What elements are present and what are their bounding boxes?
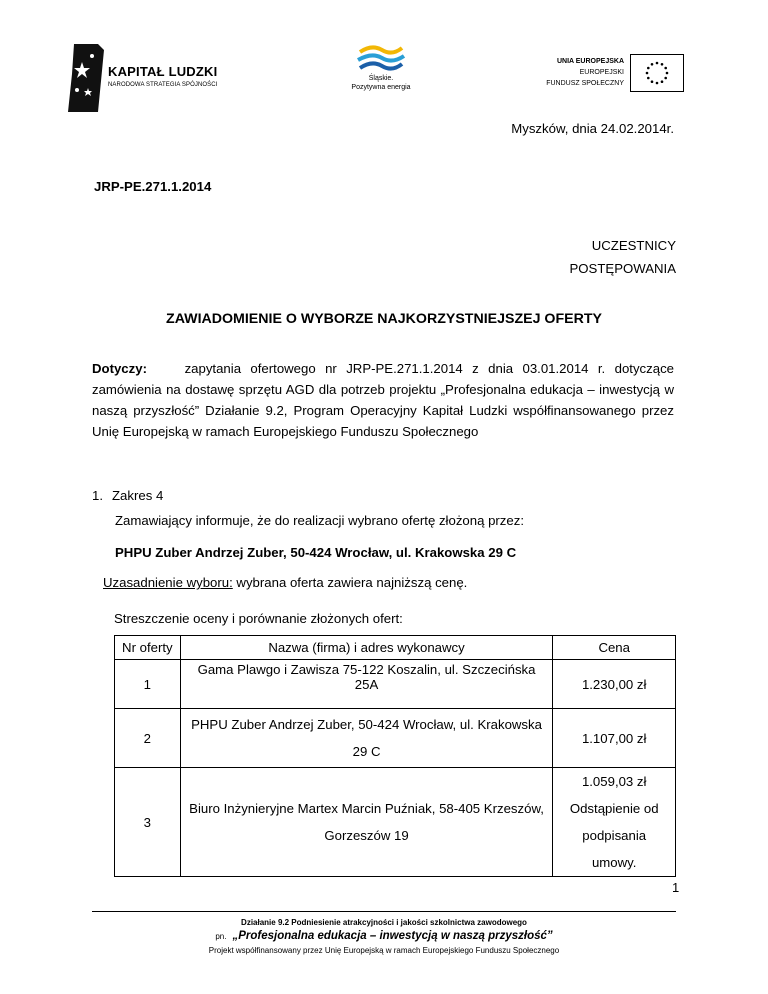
- page-number: 1: [672, 880, 680, 895]
- kapital-ludzki-title: KAPITAŁ LUDZKI: [108, 64, 218, 79]
- offer-price-line3: podpisania: [582, 828, 647, 843]
- offer-name: [180, 709, 553, 768]
- kapital-ludzki-logo: [68, 44, 238, 112]
- document-title: ZAWIADOMIENIE O WYBORZE NAJKORZYSTNIEJSZEJ OFERTY: [166, 311, 602, 327]
- offer-nr: 3: [115, 768, 181, 877]
- slaskie-name: Śląskie.: [368, 75, 394, 82]
- recipient-line2: POSTĘPOWANIA: [569, 261, 676, 276]
- eu-line3: FUNDUSZ SPOŁECZNY: [546, 80, 624, 87]
- offer-price: 1.107,00 zł: [553, 709, 676, 768]
- concern-text: zapytania ofertowego nr JRP-PE.271.1.2014 z dnia 03.01.2014 r. dotyczące zamówienia na dostawę sprzętu AGD dla potrzeb projektu „Profesjonalna edukacja – inwestycją w naszą przyszłość” Działanie 9.2, Program Operacyjny Kapitał Ludzki współfinansowanego przez Unię Europejską w ramach Europejskiego Funduszu Społecznego: [92, 361, 674, 439]
- table-header-row: [115, 636, 676, 660]
- offer-name-line2: 29 C: [352, 744, 381, 759]
- offers-table: [114, 635, 676, 877]
- kapital-ludzki-subtitle: NARODOWA STRATEGIA SPÓJNOŚCI: [108, 82, 218, 88]
- concern-label: Dotyczy:: [92, 361, 147, 376]
- offer-name-line1: Biuro Inżynieryjne Martex Marcin Puźniak, 58-405 Krzeszów,: [189, 801, 544, 816]
- section-heading: [92, 485, 163, 506]
- place-date: Myszków, dnia 24.02.2014r.: [511, 121, 674, 136]
- recipient-line1: UCZESTNICY: [591, 238, 676, 253]
- justification-label: Uzasadnienie wyboru:: [103, 575, 233, 590]
- footer-prefix: pn.: [215, 932, 227, 941]
- offer-price-line4: umowy.: [591, 855, 637, 870]
- justification: [103, 572, 467, 593]
- section-title: Zakres 4: [112, 488, 164, 503]
- kapital-ludzki-emblem-icon: [68, 44, 104, 112]
- selection-info: Zamawiający informuje, że do realizacji wybrano ofertę złożoną przez:: [115, 513, 524, 528]
- header-price: Cena: [553, 636, 676, 660]
- offer-name-line1: PHPU Zuber Andrzej Zuber, 50-424 Wrocław, ul. Krakowska: [191, 717, 542, 732]
- header-nr: Nr oferty: [115, 636, 181, 660]
- header-name: Nazwa (firma) i adres wykonawcy: [180, 636, 553, 660]
- reference-number: JRP-PE.271.1.2014: [94, 179, 212, 194]
- offer-name: [180, 768, 553, 877]
- footer-line1: Działanie 9.2 Podniesienie atrakcyjności i jakości szkolnictwa zawodowego: [241, 918, 527, 927]
- offer-nr: 2: [115, 709, 181, 768]
- justification-text: wybrana oferta zawiera najniższą cenę.: [232, 575, 468, 590]
- table-row: [115, 768, 676, 877]
- offer-price-line2: Odstąpienie od: [569, 801, 659, 816]
- footer-line2: [0, 930, 768, 942]
- footer-divider: [92, 911, 676, 912]
- selected-offer: PHPU Zuber Andrzej Zuber, 50-424 Wrocław, ul. Krakowska 29 C: [115, 545, 517, 560]
- concern-paragraph: [92, 358, 674, 442]
- eu-line2: EUROPEJSKI: [579, 69, 624, 76]
- offer-price: 1.230,00 zł: [553, 660, 676, 709]
- table-row: [115, 709, 676, 768]
- eu-logo: [514, 54, 684, 98]
- slaskie-waves-icon: [356, 44, 406, 74]
- offer-price-line1: 1.059,03 zł: [581, 774, 647, 789]
- offer-name-line2: Gorzeszów 19: [324, 828, 409, 843]
- slaskie-logo: [325, 44, 437, 96]
- offer-nr: 1: [115, 660, 181, 709]
- eu-flag-icon: [630, 54, 684, 92]
- footer-project-name: „Profesjonalna edukacja – inwestycją w naszą przyszłość”: [232, 930, 553, 942]
- eu-line1: UNIA EUROPEJSKA: [556, 58, 624, 65]
- table-row: [115, 660, 676, 709]
- offer-price: [553, 768, 676, 877]
- footer-line3: Projekt współfinansowany przez Unię Europejską w ramach Europejskiego Funduszu Społecznego: [208, 946, 560, 955]
- slaskie-tagline: Pozytywna energia: [351, 84, 411, 91]
- section-number: 1.: [92, 488, 103, 503]
- summary-label: Streszczenie oceny i porównanie złożonych ofert:: [114, 611, 403, 626]
- offer-name: Gama Plawgo i Zawisza 75-122 Koszalin, ul. Szczecińska 25A: [180, 660, 553, 709]
